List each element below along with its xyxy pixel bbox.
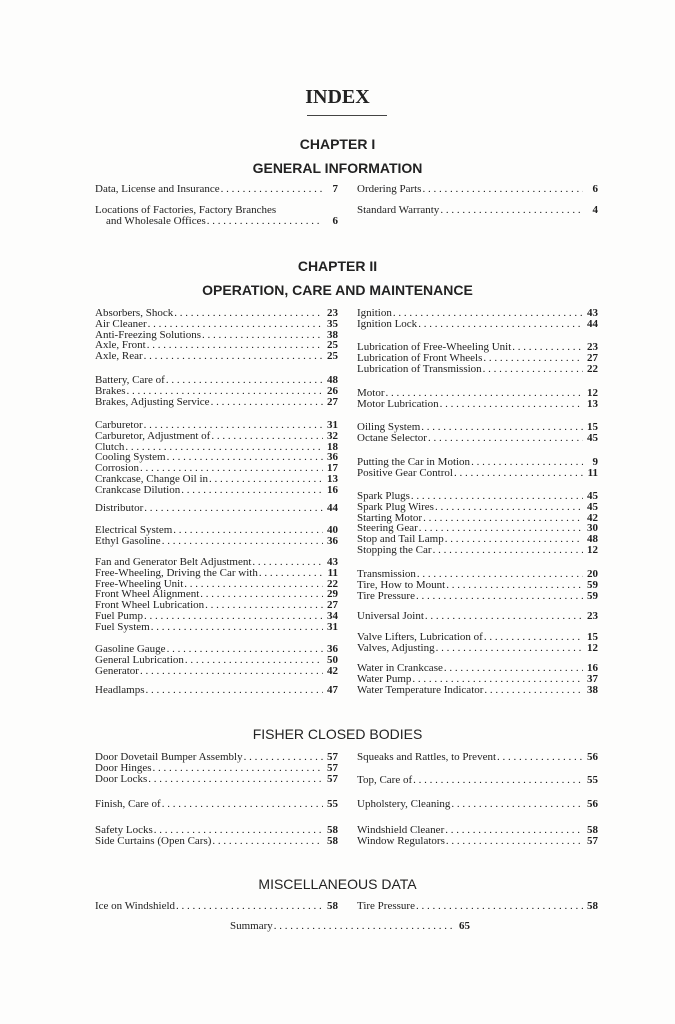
dot-leader: [411, 491, 583, 502]
entry-page-number: 42: [327, 664, 338, 677]
chapter1-left-group: [95, 184, 338, 195]
entry-topic: Tire, How to Mount: [357, 578, 446, 591]
entry-topic: Ethyl Gasoline: [95, 534, 161, 547]
dot-leader: [205, 600, 323, 611]
entry-topic: Locations of Factories, Factory Branches: [95, 204, 277, 216]
index-entry: [357, 319, 598, 330]
entry-topic: Stop and Tail Lamp: [357, 533, 444, 546]
index-entry: [357, 184, 598, 195]
entry-topic: Lubrication of Transmission: [357, 362, 482, 375]
dot-leader: [412, 674, 583, 685]
index-entry: [95, 397, 338, 408]
entry-page-number: 12: [587, 543, 598, 556]
fisher-left-group: [95, 752, 338, 784]
entry-topic: Windshield Cleaner: [357, 824, 445, 836]
entry-topic: Steering Gear: [357, 522, 418, 535]
chapter-1-label: CHAPTER I: [299, 136, 376, 152]
entry-page-number: 25: [327, 350, 338, 363]
dot-leader: [433, 545, 583, 556]
entry-topic: Front Wheel Alignment: [95, 588, 200, 601]
entry-page-number: 43: [327, 556, 338, 568]
index-entry: [95, 763, 338, 774]
entry-topic: Carburetor: [95, 419, 143, 431]
dot-leader: [181, 485, 323, 496]
entry-topic: Corrosion: [95, 462, 139, 475]
entry-topic: Lubrication of Free-Wheeling Unit: [357, 341, 512, 353]
entry-topic: Finish, Care of: [95, 798, 161, 810]
entry-topic: Carburetor, Adjustment of: [95, 429, 211, 442]
entry-topic: and Wholesale Offices: [106, 214, 206, 227]
entry-topic: Distributor: [95, 502, 144, 514]
dot-leader: [166, 375, 323, 386]
entry-topic: Headlamps: [95, 684, 145, 696]
entry-topic: Fuel Pump: [95, 609, 143, 622]
chapter2-left-group: [95, 525, 338, 547]
entry-page-number: 45: [587, 490, 598, 502]
entry-topic: Oiling System: [357, 421, 421, 433]
entry-topic: Data, License and Insurance: [95, 183, 220, 195]
entry-page-number: 38: [327, 328, 338, 341]
entry-topic: Ignition Lock: [357, 317, 418, 330]
entry-page-number: 58: [327, 834, 338, 847]
entry-page-number: 26: [327, 384, 338, 397]
entry-page-number: 50: [327, 653, 338, 666]
dot-leader: [497, 752, 583, 763]
entry-topic: Water Pump: [357, 672, 412, 685]
misc-right-group: [357, 901, 598, 912]
entry-page-number: 15: [587, 421, 598, 433]
entry-topic: Upholstery, Cleaning: [357, 798, 451, 810]
entry-topic: Safety Locks: [95, 824, 153, 836]
dot-leader: [471, 457, 583, 468]
dot-leader: [200, 589, 323, 600]
dot-leader: [127, 386, 323, 397]
entry-topic: Octane Selector: [357, 431, 427, 444]
entry-topic: Front Wheel Lubrication: [95, 599, 205, 612]
entry-page-number: 12: [587, 387, 598, 399]
dot-leader: [176, 901, 323, 912]
entry-page-number: 16: [327, 483, 338, 496]
entry-page-number: 31: [327, 419, 338, 431]
entry-topic: Putting the Car in Motion: [357, 456, 471, 468]
entry-page-number: 57: [327, 772, 338, 785]
entry-page-number: 15: [587, 631, 598, 643]
entry-page-number: 27: [587, 351, 598, 364]
entry-page-number: 58: [587, 824, 598, 836]
entry-page-number: 58: [587, 900, 598, 912]
entry-topic: Motor Lubrication: [357, 397, 439, 410]
entry-page-number: 27: [327, 599, 338, 612]
index-entry: [357, 353, 598, 364]
dot-leader: [444, 663, 583, 674]
entry-topic: Water in Crankcase: [357, 662, 443, 674]
entry-page-number: 20: [587, 568, 598, 580]
entry-topic: Ice on Windshield: [95, 900, 176, 912]
dot-leader: [445, 534, 583, 545]
index-entry: [95, 799, 338, 810]
index-entry: [95, 503, 338, 514]
entry-topic: Transmission: [357, 568, 416, 580]
entry-topic: Water Temperature Indicator: [357, 683, 484, 696]
entry-page-number: 11: [327, 566, 338, 579]
entry-page-number: 45: [587, 431, 598, 444]
entry-page-number: 13: [327, 472, 338, 485]
entry-page-number: 7: [332, 183, 338, 195]
entry-page-number: 23: [587, 610, 598, 622]
chapter1-left-group: [95, 205, 338, 227]
chapter2-right-group: [357, 569, 598, 601]
dot-leader: [259, 568, 323, 579]
fisher-heading: FISHER CLOSED BODIES: [252, 726, 423, 742]
entry-topic: General Lubrication: [95, 653, 184, 666]
entry-page-number: 58: [327, 900, 338, 912]
entry-page-number: 25: [327, 339, 338, 352]
entry-topic: Crankcase, Change Oil in: [95, 472, 209, 485]
index-entry: [95, 836, 338, 847]
dot-leader: [418, 319, 583, 330]
entry-page-number: 29: [327, 588, 338, 601]
entry-page-number: 56: [587, 798, 598, 810]
dot-leader: [153, 763, 323, 774]
title-underline: [307, 115, 387, 116]
dot-leader: [446, 580, 583, 591]
misc-left-group: [95, 901, 338, 912]
entry-topic: Anti-Freezing Solutions: [95, 328, 202, 341]
entry-topic: Valves, Adjusting: [357, 641, 435, 654]
dot-leader: [148, 774, 323, 785]
entry-page-number: 48: [327, 374, 338, 386]
entry-page-number: 58: [327, 824, 338, 836]
entry-page-number: 56: [587, 751, 598, 763]
entry-page-number: 32: [327, 429, 338, 442]
chapter2-right-group: [357, 632, 598, 654]
index-entry: [95, 685, 338, 696]
entry-page-number: 57: [327, 751, 338, 763]
dot-leader: [209, 474, 323, 485]
entry-page-number: 23: [327, 307, 338, 319]
dot-leader: [145, 685, 323, 696]
index-entry: [357, 752, 598, 763]
chapter2-right-group: [357, 611, 598, 622]
dot-leader: [512, 342, 583, 353]
entry-topic: Free-Wheeling Unit: [95, 577, 184, 590]
index-entry: [95, 568, 338, 579]
entry-topic: Electrical System: [95, 524, 173, 536]
index-entry: [95, 485, 338, 496]
entry-topic: Cooling System: [95, 451, 166, 464]
dot-leader: [244, 752, 323, 763]
dot-leader: [483, 353, 583, 364]
entry-topic: Spark Plug Wires: [357, 500, 434, 513]
entry-topic: Brakes: [95, 384, 126, 397]
entry-page-number: 13: [587, 397, 598, 410]
entry-page-number: 65: [459, 920, 470, 932]
dot-leader: [184, 579, 323, 590]
index-entry: [95, 184, 338, 195]
entry-topic: Clutch: [95, 440, 125, 453]
entry-page-number: 47: [327, 684, 338, 696]
index-entry: [95, 319, 338, 330]
index-entry: [95, 375, 338, 386]
entry-page-number: 27: [327, 395, 338, 408]
dot-leader: [212, 836, 323, 847]
misc-heading: MISCELLANEOUS DATA: [258, 876, 417, 892]
index-entry: [357, 545, 598, 556]
dot-leader: [446, 836, 583, 847]
chapter1-right-group: [357, 205, 598, 216]
entry-topic: Free-Wheeling, Driving the Car with: [95, 566, 258, 579]
dot-leader: [436, 643, 583, 654]
chapter2-right-group: [357, 308, 598, 330]
chapter2-left-group: [95, 308, 338, 362]
chapter1-right-group: [357, 184, 598, 195]
dot-leader: [167, 644, 323, 655]
dot-leader: [445, 825, 583, 836]
entry-page-number: 42: [587, 511, 598, 524]
entry-page-number: 55: [327, 798, 338, 810]
dot-leader: [425, 611, 583, 622]
index-entry: [230, 921, 470, 932]
misc-center-group: [230, 921, 470, 932]
entry-page-number: 34: [327, 609, 338, 622]
chapter2-left-group: [95, 557, 338, 633]
dot-leader: [140, 666, 323, 677]
dot-leader: [148, 319, 323, 330]
index-entry: [357, 611, 598, 622]
dot-leader: [173, 525, 323, 536]
entry-topic: Brakes, Adjusting Service: [95, 395, 210, 408]
entry-topic: Absorbers, Shock: [95, 307, 174, 319]
entry-page-number: 17: [327, 462, 338, 475]
entry-page-number: 57: [587, 834, 598, 847]
index-entry: [357, 836, 598, 847]
dot-leader: [428, 433, 583, 444]
chapter2-left-group: [95, 644, 338, 676]
entry-topic: Fuel System: [95, 620, 150, 633]
entry-topic: Axle, Front: [95, 339, 146, 352]
entry-page-number: 36: [327, 643, 338, 655]
chapter2-left-group: [95, 375, 338, 407]
entry-page-number: 22: [327, 577, 338, 590]
fisher-right-group: [357, 799, 598, 810]
dot-leader: [454, 468, 583, 479]
entry-page-number: 37: [587, 672, 598, 685]
dot-leader: [484, 685, 583, 696]
dot-leader: [421, 422, 583, 433]
index-entry: [357, 433, 598, 444]
entry-topic: Axle, Rear: [95, 350, 143, 363]
entry-page-number: 9: [592, 456, 598, 468]
index-entry: [357, 674, 598, 685]
index-entry: [95, 774, 338, 785]
entry-topic: Tire Pressure: [357, 589, 415, 602]
entry-topic: Lubrication of Front Wheels: [357, 351, 483, 364]
dot-leader: [435, 502, 583, 513]
entry-topic: Positive Gear Control: [357, 466, 453, 479]
entry-page-number: 30: [587, 522, 598, 535]
entry-topic: Summary: [230, 920, 273, 932]
entry-page-number: 23: [587, 341, 598, 353]
entry-topic: Universal Joint: [357, 610, 424, 622]
entry-topic: Gasoline Gauge: [95, 643, 166, 655]
chapter2-right-group: [357, 388, 598, 410]
index-entry: [357, 205, 598, 216]
entry-topic: Door Dovetail Bumper Assembly: [95, 751, 243, 763]
dot-leader: [185, 655, 323, 666]
index-entry: [357, 685, 598, 696]
index-entry: [95, 666, 338, 677]
entry-page-number: 59: [587, 589, 598, 602]
entry-page-number: 38: [587, 683, 598, 696]
dot-leader: [413, 775, 583, 786]
page-title: INDEX: [305, 86, 370, 108]
entry-page-number: 31: [327, 620, 338, 633]
fisher-right-group: [357, 825, 598, 847]
entry-topic: Crankcase Dilution: [95, 483, 181, 496]
chapter2-right-group: [357, 342, 598, 374]
entry-page-number: 16: [587, 662, 598, 674]
chapter2-left-group: [95, 685, 338, 696]
index-entry: [357, 775, 598, 786]
index-entry: [357, 580, 598, 591]
entry-topic: Side Curtains (Open Cars): [95, 834, 212, 847]
index-entry: [357, 468, 598, 479]
entry-topic: Top, Care of: [357, 774, 413, 786]
chapter2-left-group: [95, 420, 338, 496]
entry-page-number: 35: [327, 317, 338, 330]
dot-leader: [393, 308, 583, 319]
dot-leader: [147, 340, 323, 351]
dot-leader: [144, 351, 323, 362]
dot-leader: [221, 184, 323, 195]
index-entry: [95, 901, 338, 912]
entry-topic: Motor: [357, 387, 385, 399]
dot-leader: [440, 205, 583, 216]
entry-page-number: 43: [587, 307, 598, 319]
entry-page-number: 57: [327, 761, 338, 774]
index-entry: [357, 591, 598, 602]
index-entry: [95, 431, 338, 442]
chapter-1-heading: GENERAL INFORMATION: [252, 160, 423, 176]
dot-leader: [151, 622, 323, 633]
entry-topic: Tire Pressure: [357, 900, 415, 912]
dot-leader: [162, 536, 323, 547]
dot-leader: [423, 513, 583, 524]
chapter2-right-group: [357, 491, 598, 556]
index-entry: [95, 655, 338, 666]
index-entry: [357, 364, 598, 375]
chapter-2-heading: OPERATION, CARE AND MAINTENANCE: [202, 282, 473, 298]
entry-topic: Battery, Care of: [95, 374, 165, 386]
dot-leader: [483, 364, 583, 375]
index-entry: [95, 351, 338, 362]
entry-page-number: 36: [327, 451, 338, 464]
chapter2-right-group: [357, 663, 598, 695]
index-entry: [357, 643, 598, 654]
entry-page-number: 12: [587, 641, 598, 654]
dot-leader: [167, 452, 323, 463]
entry-page-number: 45: [587, 500, 598, 513]
entry-topic: Squeaks and Rattles, to Prevent: [357, 751, 497, 763]
entry-page-number: 44: [327, 502, 338, 514]
dot-leader: [207, 216, 323, 227]
index-entry: [95, 216, 338, 227]
entry-topic: Stopping the Car: [357, 543, 432, 556]
entry-topic: Door Hinges: [95, 761, 152, 774]
chapter2-right-group: [357, 457, 598, 479]
entry-topic: Ignition: [357, 307, 392, 319]
index-entry: [357, 502, 598, 513]
entry-topic: Standard Warranty: [357, 204, 440, 216]
chapter-2-label: CHAPTER II: [297, 258, 378, 274]
entry-page-number: 22: [587, 362, 598, 375]
entry-topic: Ordering Parts: [357, 183, 422, 195]
entry-topic: Generator: [95, 664, 139, 677]
dot-leader: [211, 431, 323, 442]
dot-leader: [416, 901, 583, 912]
entry-topic: Air Cleaner: [95, 317, 147, 330]
index-entry: [357, 399, 598, 410]
entry-page-number: 44: [587, 317, 598, 330]
dot-leader: [144, 503, 323, 514]
fisher-right-group: [357, 775, 598, 786]
dot-leader: [422, 184, 583, 195]
fisher-left-group: [95, 799, 338, 810]
entry-page-number: 55: [587, 774, 598, 786]
dot-leader: [440, 399, 583, 410]
entry-page-number: 18: [327, 440, 338, 453]
entry-page-number: 36: [327, 534, 338, 547]
dot-leader: [174, 308, 323, 319]
entry-page-number: 11: [587, 466, 598, 479]
dot-leader: [162, 799, 323, 810]
index-entry: [95, 536, 338, 547]
index-entry: [95, 622, 338, 633]
dot-leader: [451, 799, 583, 810]
entry-page-number: 48: [587, 533, 598, 546]
dot-leader: [274, 921, 455, 932]
dot-leader: [144, 611, 323, 622]
entry-topic: Spark Plugs: [357, 490, 410, 502]
entry-page-number: 59: [587, 578, 598, 591]
dot-leader: [211, 397, 323, 408]
fisher-left-group: [95, 825, 338, 847]
entry-topic: Window Regulators: [357, 834, 445, 847]
index-entry: [357, 901, 598, 912]
fisher-right-group: [357, 752, 598, 763]
entry-page-number: 6: [332, 214, 338, 227]
entry-topic: Starting Motor: [357, 511, 423, 524]
index-entry: [357, 799, 598, 810]
entry-topic: Fan and Generator Belt Adjustment: [95, 556, 252, 568]
chapter2-right-group: [357, 422, 598, 444]
dot-leader: [252, 557, 323, 568]
entry-page-number: 6: [592, 183, 598, 195]
entry-topic: Valve Lifters, Lubrication of: [357, 631, 483, 643]
dot-leader: [202, 330, 323, 341]
entry-topic: Door Locks: [95, 772, 148, 785]
entry-page-number: 40: [327, 524, 338, 536]
index-entry: [95, 386, 338, 397]
dot-leader: [484, 632, 583, 643]
chapter2-left-group: [95, 503, 338, 514]
dot-leader: [416, 591, 583, 602]
entry-page-number: 4: [592, 204, 598, 216]
